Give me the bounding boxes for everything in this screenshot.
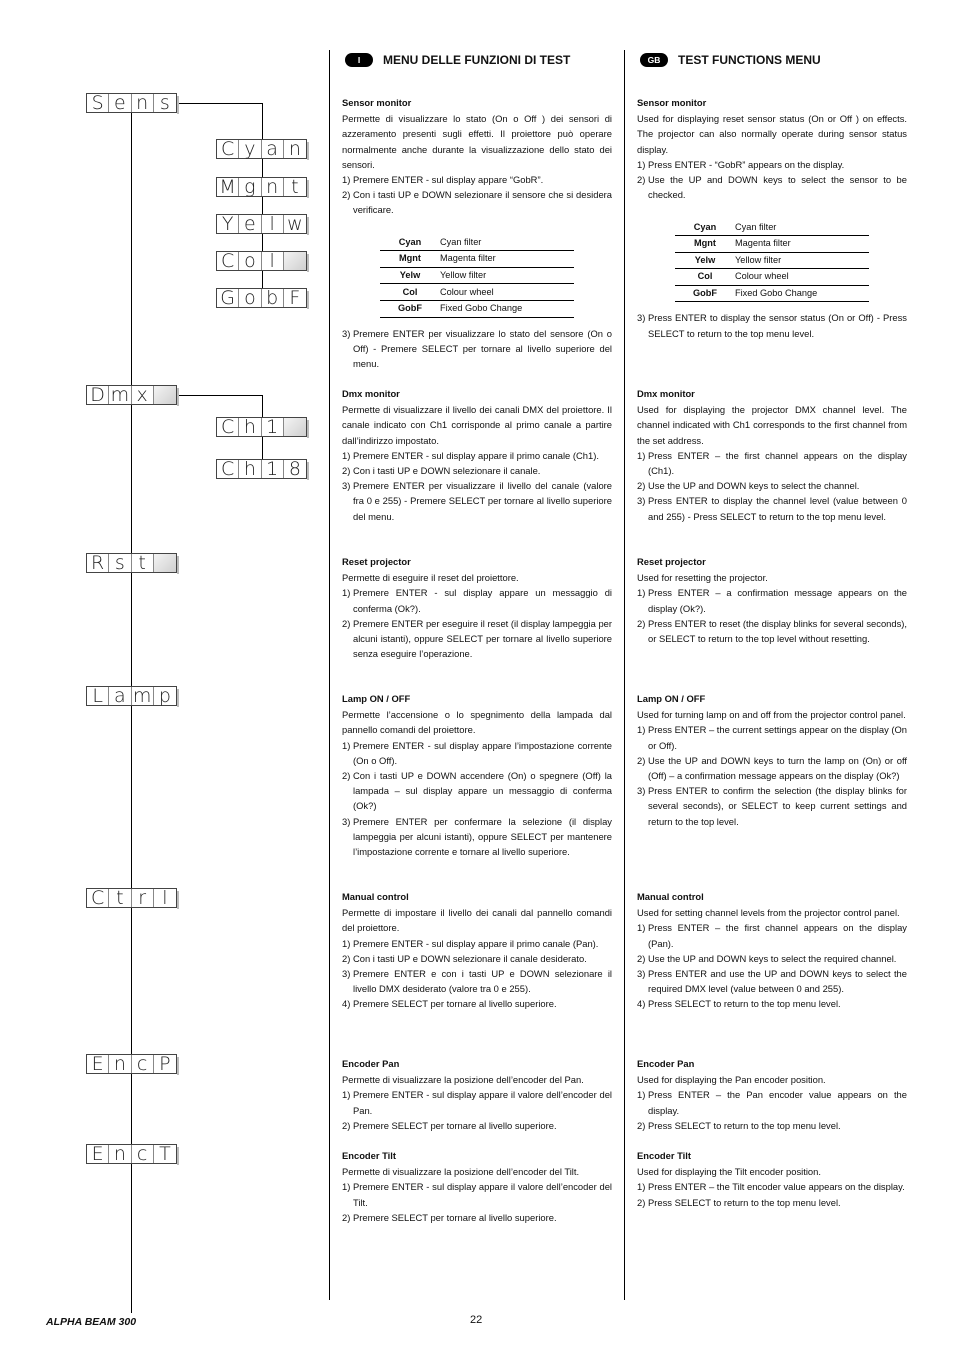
sensor-code: GobF: [380, 301, 440, 318]
step-text: Use the UP and DOWN keys to select the channel.: [648, 480, 860, 492]
section-enctilt: [342, 1148, 612, 1225]
step-item: 4) Premere SELECT per tornare al livello superiore.: [342, 998, 557, 1010]
display-char: t: [132, 554, 154, 572]
section-heading: Encoder Pan: [637, 1058, 695, 1069]
display-char: P: [159, 1052, 171, 1075]
tree-branch: [176, 395, 262, 396]
display-char: p: [158, 684, 171, 707]
sensor-code: Col: [380, 284, 440, 301]
section-title: MENU DELLE FUNZIONI DI TEST: [383, 53, 571, 67]
display-char: t: [291, 175, 299, 198]
display-char: n: [132, 94, 154, 112]
display-char: 1: [262, 418, 284, 436]
step-text: Press ENTER to display the sensor status (On or Off) - Press SELECT to return to the top menu level.: [648, 312, 907, 339]
display-mgnt: [216, 177, 307, 197]
display-char: n: [288, 137, 301, 160]
display-char: [284, 252, 306, 270]
section-heading: Sensor monitor: [637, 97, 707, 108]
step-text: Premere ENTER per visualizzare lo stato del sensore (On o Off) - Premere SELECT per tornare al livello superiore del menu.: [353, 327, 612, 370]
section-heading: Manual control: [637, 891, 704, 902]
step-text: Press ENTER to confirm the selection (the display blinks for several seconds), or SELECT to keep current settings and return to the top level.: [648, 785, 907, 827]
section-manual: [637, 889, 907, 1012]
section-heading: Manual control: [342, 891, 409, 902]
section-intro: Permette di visualizzare lo stato (On o Off ) dei sensori di azzeramento presenti sugli effetti. Il proiettore può operare normalmente anche durante la visualizzazione dello stato dei sensori.: [342, 113, 612, 170]
step-item: 2) Use the UP and DOWN keys to select the sensor to be checked.: [637, 174, 907, 201]
step-text: Press ENTER and use the UP and DOWN keys to select the required DMX level (value between 0 and 255).: [648, 968, 907, 995]
step-text: Con i tasti UP e DOWN selezionare il canale desiderato.: [353, 952, 587, 964]
sensor-description: Magenta filter: [440, 251, 574, 268]
step-text: Press SELECT to return to the top menu level.: [648, 1196, 841, 1208]
display-char: E: [87, 1055, 109, 1073]
display-char: 1: [262, 460, 284, 478]
step-item: 1) Premere ENTER - sul display appare il valore dell’encoder del Tilt.: [342, 1181, 612, 1208]
display-lamp: [86, 686, 177, 706]
sensor-description: Cyan filter: [735, 219, 869, 235]
display-char: m: [132, 687, 154, 705]
step-item: 1) Premere ENTER - sul display appare l’impostazione corrente (On o Off).: [342, 739, 612, 766]
display-gobf: [216, 288, 307, 308]
step-item: 2) Con i tasti UP e DOWN selezionare il sensore che si desidera verificare.: [342, 189, 612, 216]
step-text: Press SELECT to return to the top menu level.: [648, 1119, 841, 1131]
step-text: Premere ENTER - sul display appare il primo canale (Pan).: [353, 937, 599, 949]
step-item: 1) Premere ENTER - sul display appare il primo canale (Ch1).: [342, 449, 599, 461]
step-text: Press ENTER to display the channel level (value between 0 and 255) - Press SELECT to return to the top menu level.: [648, 495, 907, 522]
sensor-description: Cyan filter: [440, 235, 574, 251]
step-item: 1) Press ENTER – the first channel appears on the display (Ch1).: [637, 449, 907, 477]
display-char: t: [109, 889, 131, 907]
section-lamp: [342, 691, 612, 859]
section-intro: Used for displaying the projector DMX channel level. The channel indicated with Ch1 corresponds to the first channel from the set address.: [637, 404, 907, 446]
display-char: T: [159, 1142, 171, 1165]
sensor-description: Fixed Gobo Change: [440, 301, 574, 318]
step-item: 2) Premere ENTER per eseguire il reset (il display lampeggia per alcuni istanti), oppure SELECT per tornare al livello superiore senza eseguire l’operazione.: [342, 617, 612, 660]
section-intro: Permette di visualizzare la posizione dell’encoder del Pan.: [342, 1074, 584, 1086]
display-char: y: [239, 140, 261, 158]
section-heading: Reset projector: [637, 556, 706, 567]
table-row: [675, 269, 869, 286]
display-char: L: [87, 687, 109, 705]
section-heading: Sensor monitor: [342, 97, 412, 108]
section-manual: [342, 889, 612, 1012]
step-text: Con i tasti UP e DOWN selezionare il sensore che si desidera verificare.: [353, 189, 612, 216]
step-item: 2) Use the UP and DOWN keys to select the required channel.: [637, 952, 897, 964]
step-item: 1) Press ENTER - “GobR” appears on the display.: [637, 158, 845, 170]
section-intro: Permette di visualizzare la posizione dell’encoder del Tilt.: [342, 1166, 580, 1178]
display-char: n: [262, 178, 284, 196]
section-heading: Encoder Tilt: [342, 1150, 397, 1161]
section-heading: Encoder Tilt: [637, 1150, 692, 1161]
step-text: Press ENTER – a confirmation message appears on the display (Ok?).: [648, 587, 907, 614]
sensor-code: Yelw: [380, 267, 440, 284]
tree-branch: [176, 103, 262, 104]
display-char: 8: [288, 457, 301, 480]
display-ctrl: [86, 888, 177, 908]
step-text: Premere ENTER per visualizzare il livello del canale (valore fra 0 e 255) - Premere SELECT per tornare al livello superiore del menu.: [353, 480, 612, 522]
italian-header: [345, 53, 570, 67]
display-cyan: [216, 139, 307, 159]
display-char: s: [109, 554, 131, 572]
display-char: e: [109, 94, 131, 112]
step-item: 2) Press ENTER to reset (the display blinks for several seconds), or SELECT to return to the top level without resetting.: [637, 617, 907, 645]
section-intro: Used for turning lamp on and off from the projector control panel.: [637, 709, 906, 721]
section-dmx: [637, 386, 907, 524]
page-number: 22: [470, 1314, 483, 1326]
display-ch18: [216, 459, 307, 479]
step-text: Press ENTER – the first channel appears on the display (Pan).: [648, 922, 907, 949]
section-intro: Used for displaying the Pan encoder position.: [637, 1074, 826, 1086]
display-char: x: [132, 386, 154, 404]
display-yelw: [216, 214, 307, 234]
step-text: Con i tasti UP e DOWN selezionare il canale.: [353, 465, 541, 477]
sensor-code: Col: [675, 269, 735, 286]
english-header: [640, 53, 821, 67]
display-enct: [86, 1144, 177, 1164]
step-item: 4) Press SELECT to return to the top menu level.: [637, 998, 841, 1010]
section-dmx: [342, 386, 612, 524]
display-rst: [86, 553, 177, 573]
sensor-code: Mgnt: [380, 251, 440, 268]
section-intro: Permette l’accensione o lo spegnimento della lampada dal pannello comandi del proiettore.: [342, 709, 612, 736]
sensor-code: GobF: [675, 285, 735, 302]
step-item: 1) Press ENTER – the current settings appear on the display (On or Off).: [637, 724, 907, 751]
display-char: e: [239, 215, 261, 233]
step-item: 3) Premere ENTER per visualizzare il livello del canale (valore fra 0 e 255) - Premere SELECT per tornare al livello superiore del menu.: [342, 480, 612, 522]
section-intro: Permette di eseguire il reset del proiettore.: [342, 572, 519, 584]
step-item: 1) Premere ENTER - sul display appare “GobR”.: [342, 174, 544, 186]
display-char: a: [262, 140, 284, 158]
step-item: 3) Press ENTER to display the sensor status (On or Off) - Press SELECT to return to the top menu level.: [637, 312, 907, 339]
display-char: M: [217, 178, 239, 196]
sensor-description: Yellow filter: [735, 252, 869, 269]
section-heading: Encoder Pan: [342, 1058, 400, 1069]
step-text: Premere ENTER - sul display appare il primo canale (Ch1).: [353, 449, 599, 461]
section-intro: Permette di visualizzare il livello dei canali DMX del proiettore. Il canale indicato con Ch1 corrisponde al primo canale a partire dall’indirizzo impostato.: [342, 404, 612, 446]
step-text: Con i tasti UP e DOWN accendere (On) o spegnere (Off) la lampada – sul display appare un messaggio di conferma (Ok?): [353, 770, 612, 812]
step-text: Use the UP and DOWN keys to select the required channel.: [648, 952, 897, 964]
section-encpan: [342, 1056, 612, 1133]
step-text: Premere SELECT per tornare al livello superiore.: [353, 1119, 557, 1131]
sensor-description: Fixed Gobo Change: [735, 285, 869, 302]
sensor-code: Mgnt: [675, 236, 735, 253]
step-text: Premere ENTER - sul display appare un messaggio di conferma (Ok?).: [353, 587, 612, 614]
sensor-code: Cyan: [380, 235, 440, 251]
column-divider: [329, 50, 330, 1300]
display-char: D: [87, 386, 109, 404]
column-divider: [624, 50, 625, 1300]
display-char: h: [239, 418, 261, 436]
display-char: h: [239, 460, 261, 478]
display-char: C: [87, 889, 109, 907]
section-encpan: [637, 1056, 907, 1133]
step-item: 2) Premere SELECT per tornare al livello superiore.: [342, 1211, 557, 1223]
step-item: 1) Premere ENTER - sul display appare il valore dell’encoder del Pan.: [342, 1089, 612, 1116]
step-text: Premere ENTER per confermare la selezione (il display lampeggia per alcuni istanti), oppure SELECT per mantenere l’impostazione corrente e tornare al livello superiore.: [353, 815, 612, 858]
section-intro: Used for displaying reset sensor status (On or Off ) on effects. The projector can also normally operate during sensor status display.: [637, 113, 907, 155]
step-item: 2) Use the UP and DOWN keys to select the channel.: [637, 480, 860, 492]
display-char: C: [217, 418, 239, 436]
step-text: Premere SELECT per tornare al livello superiore.: [353, 998, 557, 1010]
section-heading: Dmx monitor: [342, 388, 400, 399]
section-title: TEST FUNCTIONS MENU: [678, 53, 821, 67]
step-text: Press ENTER – the current settings appear on the display (On or Off).: [648, 724, 907, 751]
display-char: c: [132, 1145, 154, 1163]
display-char: l: [262, 215, 284, 233]
display-char: r: [132, 889, 154, 907]
display-char: C: [217, 252, 239, 270]
display-char: s: [159, 91, 170, 114]
step-text: Premere SELECT per tornare al livello superiore.: [353, 1211, 557, 1223]
display-char: F: [289, 286, 301, 309]
section-heading: Lamp ON / OFF: [342, 693, 411, 704]
table-row: [380, 251, 574, 268]
step-text: Press ENTER – the Pan encoder value appears on the display.: [648, 1089, 907, 1116]
display-char: l: [162, 886, 168, 909]
table-row: [380, 284, 574, 301]
display-char: g: [239, 178, 261, 196]
table-row: [380, 301, 574, 318]
step-text: Press ENTER to reset (the display blinks for several seconds), or SELECT to return to the top level without resetting.: [648, 617, 907, 645]
step-item: 2) Use the UP and DOWN keys to turn the lamp on (On) or off (Off) – a confirmation message appears on the display (Ok?): [637, 754, 907, 782]
sensor-description: Yellow filter: [440, 267, 574, 284]
step-text: Premere ENTER per eseguire il reset (il display lampeggia per alcuni istanti), oppure SELECT per tornare al livello superiore senza eseguire l’operazione.: [353, 617, 612, 660]
display-char: a: [109, 687, 131, 705]
table-row: [675, 236, 869, 253]
display-char: c: [132, 1055, 154, 1073]
step-text: Press SELECT to return to the top menu level.: [648, 998, 841, 1010]
section-lamp: [637, 691, 907, 829]
table-row: [675, 219, 869, 235]
step-text: Press ENTER – the Tilt encoder value appears on the display.: [648, 1181, 905, 1193]
display-dmx: [86, 385, 177, 405]
sensor-description: Magenta filter: [735, 236, 869, 253]
table-row: [380, 235, 574, 251]
display-char: R: [87, 554, 109, 572]
table-row: [380, 267, 574, 284]
sensor-table: [675, 219, 869, 302]
step-item: 2) Con i tasti UP e DOWN selezionare il canale desiderato.: [342, 952, 587, 964]
display-char: G: [217, 289, 239, 307]
display-char: Y: [217, 215, 239, 233]
step-item: 3) Press ENTER to display the channel level (value between 0 and 255) - Press SELECT to return to the top menu level.: [637, 495, 907, 522]
step-item: 1) Press ENTER – the Pan encoder value appears on the display.: [637, 1089, 907, 1116]
display-col: [216, 251, 307, 271]
display-char: C: [217, 460, 239, 478]
section-reset: [342, 554, 612, 661]
display-char: m: [109, 386, 131, 404]
display-encp: [86, 1054, 177, 1074]
display-char: b: [262, 289, 284, 307]
sensor-code: Yelw: [675, 252, 735, 269]
display-char: [154, 386, 176, 404]
section-heading: Dmx monitor: [637, 388, 695, 399]
table-row: [675, 252, 869, 269]
sensor-description: Colour wheel: [735, 269, 869, 286]
step-text: Press ENTER – the first channel appears on the display (Ch1).: [648, 449, 907, 477]
step-item: 3) Premere ENTER per visualizzare lo stato del sensore (On o Off) - Premere SELECT per tornare al livello superiore del menu.: [342, 327, 612, 370]
display-char: E: [87, 1145, 109, 1163]
display-ch1: [216, 417, 307, 437]
language-badge: GB: [640, 53, 668, 67]
sensor-code: Cyan: [675, 219, 735, 235]
display-char: C: [217, 140, 239, 158]
step-item: 2) Press SELECT to return to the top menu level.: [637, 1119, 841, 1131]
table-row: [675, 285, 869, 302]
step-item: 1) Premere ENTER - sul display appare il primo canale (Pan).: [342, 937, 599, 949]
step-text: Press ENTER - “GobR” appears on the display.: [648, 158, 845, 170]
section-intro: Used for resetting the projector.: [637, 572, 768, 584]
language-badge: I: [345, 53, 373, 67]
step-text: Premere ENTER - sul display appare il valore dell’encoder del Tilt.: [353, 1181, 612, 1208]
step-text: Premere ENTER - sul display appare “GobR”.: [353, 174, 544, 186]
sensor-table: [380, 235, 574, 318]
step-item: 1) Press ENTER – the first channel appears on the display (Pan).: [637, 922, 907, 949]
section-heading: Reset projector: [342, 556, 411, 567]
display-char: w: [287, 212, 303, 235]
sensor-description: Colour wheel: [440, 284, 574, 301]
step-item: 1) Press ENTER – a confirmation message appears on the display (Ok?).: [637, 587, 907, 614]
section-intro: Used for displaying the Tilt encoder position.: [637, 1166, 821, 1178]
section-intro: Permette di impostare il livello dei canali dal pannello comandi del proiettore.: [342, 907, 612, 934]
display-char: S: [87, 94, 109, 112]
step-item: 2) Con i tasti UP e DOWN accendere (On) o spegnere (Off) la lampada – sul display appare un messaggio di conferma (Ok?): [342, 770, 612, 812]
display-char: [284, 418, 306, 436]
display-char: o: [239, 289, 261, 307]
step-text: Premere ENTER e con i tasti UP e DOWN selezionare il livello DMX desiderato (valore tra 0 e 255).: [353, 968, 612, 995]
step-item: 1) Press ENTER – the Tilt encoder value appears on the display.: [637, 1181, 905, 1193]
step-text: Use the UP and DOWN keys to select the sensor to be checked.: [648, 174, 907, 201]
step-text: Premere ENTER - sul display appare il valore dell’encoder del Pan.: [353, 1089, 612, 1116]
product-name: ALPHA BEAM 300: [46, 1316, 137, 1328]
step-item: 2) Press SELECT to return to the top menu level.: [637, 1196, 841, 1208]
section-sensor: [342, 95, 612, 371]
step-item: 2) Con i tasti UP e DOWN selezionare il canale.: [342, 465, 541, 477]
section-sensor: [637, 95, 907, 341]
step-item: 3) Premere ENTER e con i tasti UP e DOWN selezionare il livello DMX desiderato (valore tra 0 e 255).: [342, 968, 612, 995]
section-intro: Used for setting channel levels from the projector control panel.: [637, 907, 900, 919]
step-item: 3) Press ENTER to confirm the selection (the display blinks for several seconds), or SELECT to keep current settings and return to the top level.: [637, 785, 907, 827]
display-char: n: [109, 1055, 131, 1073]
display-char: [154, 554, 176, 572]
display-sens: [86, 93, 177, 113]
step-item: 3) Press ENTER and use the UP and DOWN keys to select the required DMX level (value between 0 and 255).: [637, 968, 907, 995]
display-char: l: [262, 252, 284, 270]
step-text: Use the UP and DOWN keys to turn the lamp on (On) or off (Off) – a confirmation message appears on the display (Ok?): [648, 754, 907, 782]
step-item: 1) Premere ENTER - sul display appare un messaggio di conferma (Ok?).: [342, 587, 612, 614]
section-heading: Lamp ON / OFF: [637, 693, 706, 704]
step-item: 2) Premere SELECT per tornare al livello superiore.: [342, 1119, 557, 1131]
section-reset: [637, 554, 907, 646]
step-item: 3) Premere ENTER per confermare la selezione (il display lampeggia per alcuni istanti), oppure SELECT per mantenere l’impostazione corrente e tornare al livello superiore.: [342, 815, 612, 858]
step-text: Premere ENTER - sul display appare l’impostazione corrente (On o Off).: [353, 739, 612, 766]
display-char: n: [109, 1145, 131, 1163]
section-enctilt: [637, 1148, 907, 1210]
display-char: o: [239, 252, 261, 270]
tree-trunk: [131, 103, 132, 1313]
